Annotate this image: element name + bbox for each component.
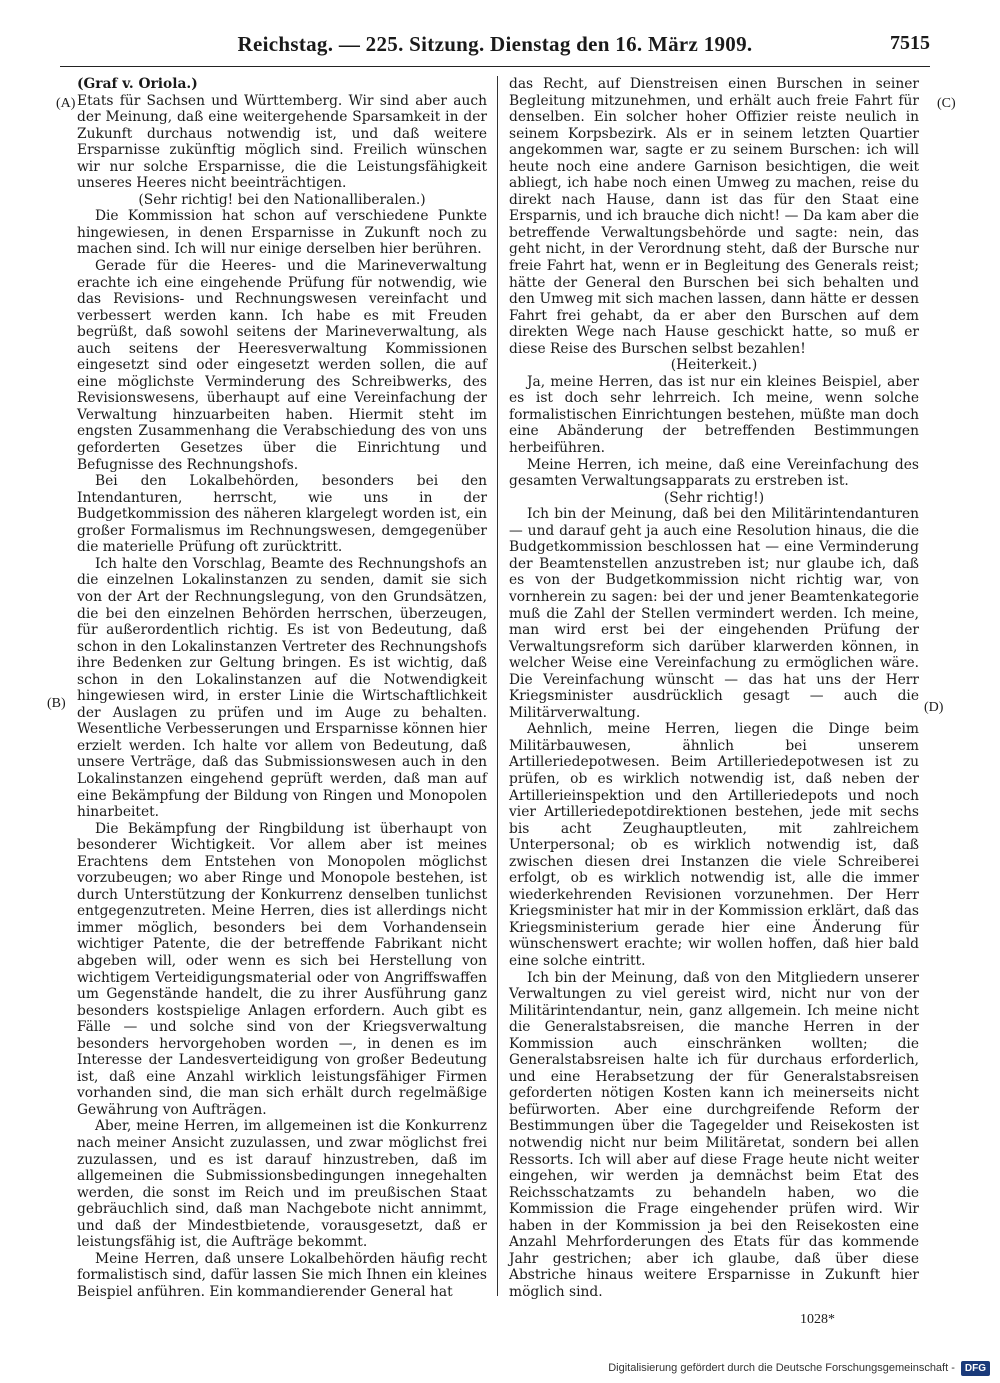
paragraph: das Recht, auf Dienstreisen einen Burschen in seiner Begleitung mitzunehmen, und erhält auch freie Fahrt für denselben. Ein solcher hoher Offizier reiste neulich in seinem Korpsbezirk. Als er in seinem letzten Quartier angekommen war, sagte er zu seinem Burschen: ich will heute noch eine andere Garnison besichtigen, die weit abliegt, ich habe noch einen Umweg zu machen, reise du direkt nach Hause, dann ist das für den Staat eine Ersparnis, und ich brauche dich nicht! — Da kam aber die betreffende Verwaltungsbehörde und sagte: nein, das geht nicht, in der Verordnung steht, daß der Bursche nur freie Fahrt hat, wenn er in Begleitung des Generals reist; hätte der General den Burschen bei sich behalten und den Umweg mit sich machen lassen, dann hätte er dessen Fahrt frei gehabt, da er aber den Burschen auf dem direkten Wege nach Hause geschickt hatte, so muß er diese Reise des Burschen selbst bezahlen! xyxy=(509,76,919,357)
paragraph: Ich bin der Meinung, daß bei den Militärintendanturen — und darauf geht ja auch eine Resolution hinaus, die die Budgetkommission beschlossen hat — eine Verminderung der Beamtenstellen anzustreben ist; nur glaube ich, daß es von der Budgetkommission nicht richtig war, von vornherein zu sagen: bei der und jener Beamtenkategorie muß die Zahl der Stellen vermindert werden. Ich meine, man wird erst bei der eingehenden Prüfung der Verwaltungsreform sich darüber klarwerden können, in welcher Weise eine Vereinfachung zu ermöglichen wäre. Die Vereinfachung wünscht — das hat uns der Herr Kriegsminister ausdrücklich gesagt — auch die Militärverwaltung. xyxy=(509,506,919,721)
paragraph: Meine Herren, ich meine, daß eine Vereinfachung des gesamten Verwaltungsapparats zu erstreben ist. xyxy=(509,456,919,490)
footer-credit xyxy=(608,1357,990,1379)
footer-text: Digitalisierung gefördert durch die Deutsche Forschungsgemeinschaft - xyxy=(608,1362,955,1374)
paragraph: Ja, meine Herren, das ist nur ein kleines Beispiel, aber es ist doch sehr lehrreich. Ich meine, wenn solche formalistischen Einrichtungen bestehen, müßte man doch eine Abänderung der betreffenden Bestimmungen herbeiführen. xyxy=(509,373,919,457)
margin-marker-b: (B) xyxy=(47,696,66,711)
paragraph: Aehnlich, meine Herren, liegen die Dinge beim Militärbauwesen, ähnlich bei unserem Artilleriedepotwesen. Beim Artilleriedepotwesen ist zu prüfen, ob es wirklich notwendig ist, daß neben der Artillerieinspektion und den Artilleriedepots und noch vier Artilleriedepotdirektionen bestehen, jede mit sechs bis acht Zeughauptleuten, mit zahlreichem Unterpersonal; ob es wirklich notwendig ist, daß zwischen diesen drei Instanzen die viele Schreiberei erfolgt, ob es wirklich notwendig ist, alle die immer wiederkehrenden Revisionen vorzunehmen. Der Herr Kriegsminister hat mir in der Kommission erklärt, daß das Kriegsministerium gerade hier eine Änderung für wünschenswert erachte; wir wollen hoffen, daß hier bald eine solche eintritt. xyxy=(509,721,919,969)
paragraph: Die Bekämpfung der Ringbildung ist überhaupt von besonderer Wichtigkeit. Vor allem aber ist meines Erachtens dem Entstehen von Monopolen möglichst vorzubeugen; wo aber Ringe und Monopole bestehen, ist durch Unterstützung der Konkurrenz denselben tunlichst entgegenzutreten. Meine Herren, dies ist allerdings nicht immer möglich, besonders bei dem Vorhandensein wichtiger Patente, die der betreffende Fabrikant nicht abgeben will, oder wenn es sich bei Herstellung von wichtigem Verteidigungsmaterial oder von Angriffswaffen um Gegenstände handelt, die zu ihrer Ausführung ganz besonders kostspielige Anlagen erfordern. Auch gibt es Fälle — und solche sind von der Kriegsverwaltung besonders hervorgehoben worden —, in denen es im Interesse der Landesverteidigung von großer Bedeutung ist, daß eine Anzahl wirklich leistungsfähiger Firmen vorhanden sind, die man sich erhält durch regelmäßige Gewährung von Aufträgen. xyxy=(77,820,487,1118)
margin-marker-d: (D) xyxy=(924,700,944,715)
page-header xyxy=(60,30,930,67)
left-column xyxy=(77,76,487,1300)
interjection: (Sehr richtig! bei den Nationalliberalen.) xyxy=(138,191,426,208)
page-title: Reichstag. — 225. Sitzung. Dienstag den 16. März 1909. xyxy=(237,32,753,56)
speaker-label: (Graf v. Oriola.) xyxy=(77,76,198,92)
column-divider xyxy=(497,76,498,1296)
dfg-logo-icon: DFG xyxy=(961,1361,990,1376)
interjection: (Sehr richtig!) xyxy=(663,489,765,506)
margin-marker-c: (C) xyxy=(937,96,956,111)
paragraph: Meine Herren, daß unsere Lokalbehörden häufig recht formalistisch sind, dafür lassen Sie mich Ihnen ein kleines Beispiel anführen. Ein kommandierender General hat xyxy=(77,1250,487,1300)
paragraph: Die Kommission hat schon auf verschiedene Punkte hingewiesen, in denen Ersparnisse in Zukunft noch zu machen sind. Ich will nur einige derselben hier berühren. xyxy=(77,208,487,258)
paragraph: Gerade für die Heeres- und die Marineverwaltung erachte ich eine eingehende Prüfung für notwendig, wie das Revisions- und Rechnungswesen vereinfacht und verbessert werden kann. Ich habe es mit Freuden begrüßt, daß sowohl seitens der Marineverwaltung, als auch seitens der Heeresverwaltung Kommissionen eingesetzt sind oder eingesetzt werden sollen, die auf eine möglichste Verminderung des Schreibwerks, des Revisionswesens, überhaupt auf eine Vereinfachung der Verwaltung hinzuarbeiten haben. Hiermit steht im engsten Zusammenhang die Verabschiedung des von uns geforderten Gesetzes über die Einrichtung und Befugnisse des Rechnungshofs. xyxy=(77,258,487,473)
right-column xyxy=(509,76,919,1300)
margin-marker-a: (A) xyxy=(56,96,76,111)
page-number: 7515 xyxy=(890,32,930,54)
paragraph: Ich bin der Meinung, daß von den Mitgliedern unserer Verwaltungen zu viel gereist wird, nicht nur von der Militärintendantur, nein, ganz allgemein. Ich meine nicht die Generalstabsreisen, die manche Herren in der Kommission auch einschränken wollten; die Generalstabsreisen halte ich für durchaus erforderlich, und eine Herabsetzung der für Generalstabsreisen geforderten nötigen Kosten kann ich meinerseits nicht befürworten. Aber eine durchgreifende Reform der Bestimmungen über die Tagegelder und Reisekosten ist notwendig nicht nur beim Militäretat, sondern bei allen Ressorts. Ich will aber auf diese Frage heute nicht weiter eingehen, wir werden ja demnächst beim Etat des Reichsschatzamts zu behandeln haben, wo die Kommission die Frage eingehender prüfen wird. Wir haben in der Kommission ja bei den Reisekosten eine Anzahl Mehrforderungen des Etats für das kommende Jahr gestrichen; aber ich glaube, daß über diese Abstriche hinaus weitere Ersparnisse in Zukunft hier möglich sind. xyxy=(509,969,919,1300)
paragraph: Etats für Sachsen und Württemberg. Wir sind aber auch der Meinung, daß eine weitergehende Sparsamkeit in der Zukunft durchaus notwendig ist, und daß weitere Ersparnisse zukünftig möglich sind. Freilich wünschen wir nur solche Ersparnisse, die die Leistungsfähigkeit unseres Heeres nicht beeinträchtigen. xyxy=(77,92,487,192)
sheet-number: 1028* xyxy=(800,1312,835,1327)
paragraph: Bei den Lokalbehörden, besonders bei den Intendanturen, herrscht, wie uns in der Budgetkommission des näheren klargelegt worden ist, ein großer Formalismus im Rechnungswesen, demgegenüber die materielle Prüfung oft zurücktritt. xyxy=(77,473,487,556)
interjection: (Heiterkeit.) xyxy=(670,357,758,374)
paragraph: Aber, meine Herren, im allgemeinen ist die Konkurrenz nach meiner Ansicht zuzulassen, und zwar möglichst frei zuzulassen, und es ist darauf hinzustreben, daß im allgemeinen die Submissionsbedingungen innegehalten werden, die sonst im Reich und im preußischen Staat gebräuchlich sind, daß man Nachgebote nicht annimmt, und daß der Mindestbietende, vorausgesetzt, daß er leistungsfähig ist, die Aufträge bekommt. xyxy=(77,1118,487,1251)
paragraph: Ich halte den Vorschlag, Beamte des Rechnungshofs an die einzelnen Lokalinstanzen zu senden, damit sie sich von der Art der Rechnungslegung, von den Grundsätzen, die bei den einzelnen Behörden herrschen, überzeugen, für außerordentlich richtig. Es ist von Bedeutung, daß schon in den Lokalinstanzen Vertreter des Rechnungshofs ihre Bedenken zur Geltung bringen. Es ist wichtig, daß schon in den Lokalinstanzen auf die Notwendigkeit hingewiesen wird, in erster Linie die Wirtschaftlichkeit der Auslagen zu prüfen und im Auge zu behalten. Wesentliche Verbesserungen und Ersparnisse können hier erzielt werden. Ich halte vor allem von Bedeutung, daß unsere Verträge, daß das Submissionswesen auch in den Lokalinstanzen eingehend geprüft werden, daß man auf eine Bekämpfung der Bildung von Ringen und Monopolen hinarbeitet. xyxy=(77,555,487,821)
